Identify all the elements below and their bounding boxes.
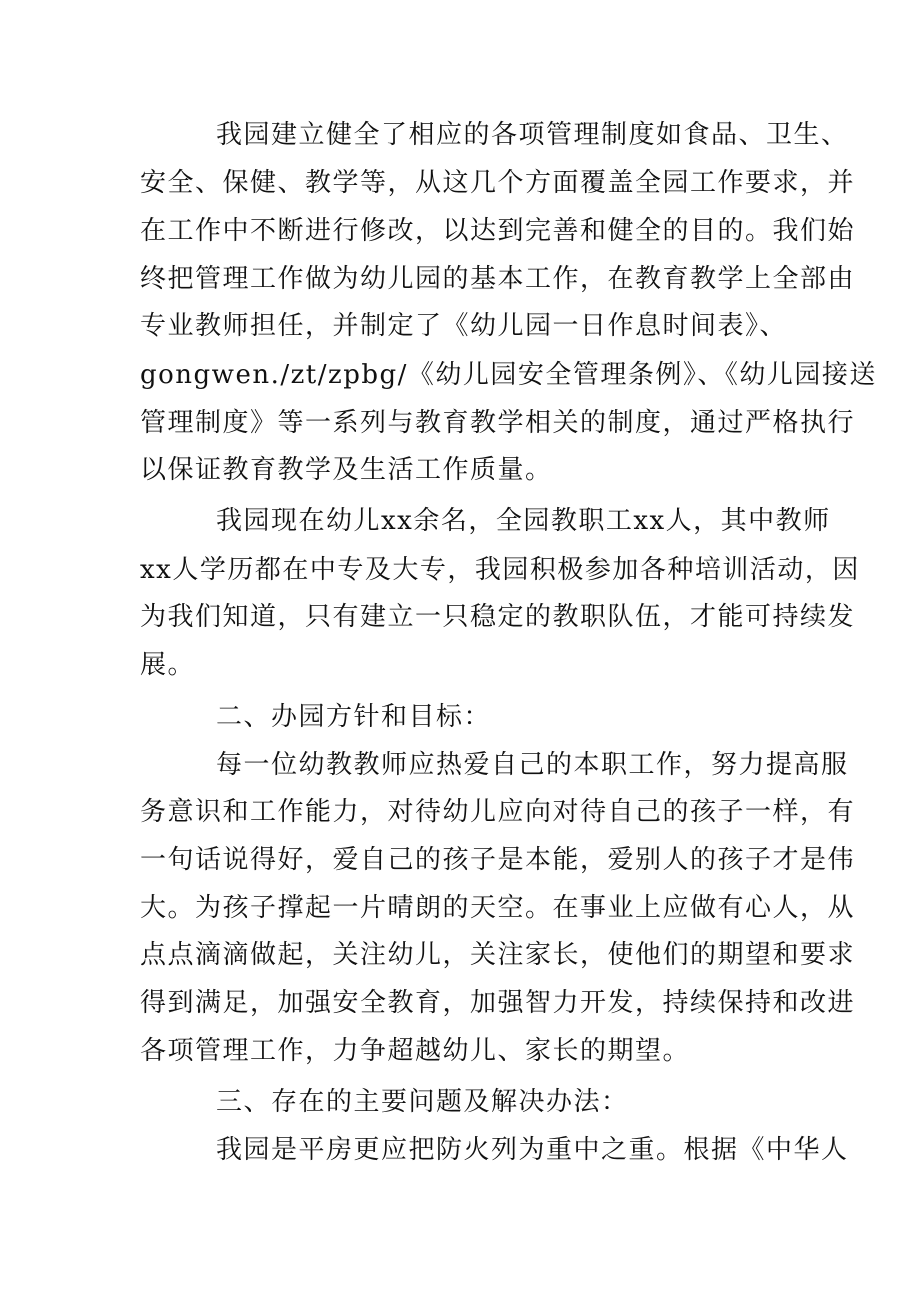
text-line: 一句话说得好，爱自己的孩子是本能，爱别人的孩子才是伟 (140, 845, 856, 875)
text-line: 得到满足，加强安全教育，加强智力开发，持续保持和改进 (140, 988, 856, 1018)
text-line: 各项管理工作，力争超越幼儿、家长的期望。 (140, 1036, 691, 1066)
text-line: 在工作中不断进行修改，以达到完善和健全的目的。我们始 (140, 216, 856, 246)
text-line: gongwen./zt/zpbg/《幼儿园安全管理条例》、《幼儿园接送 (140, 360, 877, 390)
text-line: 我园建立健全了相应的各项管理制度如食品、卫生、 (216, 120, 849, 150)
section-heading: 三、存在的主要问题及解决办法： (216, 1087, 629, 1117)
text-line: 大。为孩子撑起一片晴朗的天空。在事业上应做有心人，从 (140, 893, 856, 923)
text-line: 点点滴滴做起，关注幼儿，关注家长，使他们的期望和要求 (140, 940, 856, 970)
text-line: 以保证教育教学及生活工作质量。 (140, 455, 553, 485)
text-line: xx人学历都在中专及大专，我园积极参加各种培训活动，因 (140, 555, 860, 585)
text-line: 我园现在幼儿xx余名，全园教职工xx人，其中教师 (216, 506, 831, 536)
text-line: 展。 (140, 650, 196, 680)
text-line: 我园是平房更应把防火列为重中之重。根据《中华人 (216, 1135, 849, 1165)
text-line: 终把管理工作做为幼儿园的基本工作，在教育教学上全部由 (140, 264, 856, 294)
text-line: 务意识和工作能力，对待幼儿应向对待自己的孩子一样，有 (140, 797, 856, 827)
text-line: 每一位幼教教师应热爱自己的本职工作，努力提高服 (216, 750, 849, 780)
section-heading: 二、办园方针和目标： (216, 702, 492, 732)
text-line: 为我们知道，只有建立一只稳定的教职队伍，才能可持续发 (140, 602, 856, 632)
text-line: 安全、保健、教学等，从这几个方面覆盖全园工作要求，并 (140, 168, 856, 198)
text-line: 专业教师担任，并制定了《幼儿园一日作息时间表》、 (140, 311, 788, 341)
text-line: 管理制度》等一系列与教育教学相关的制度，通过严格执行 (140, 408, 856, 438)
